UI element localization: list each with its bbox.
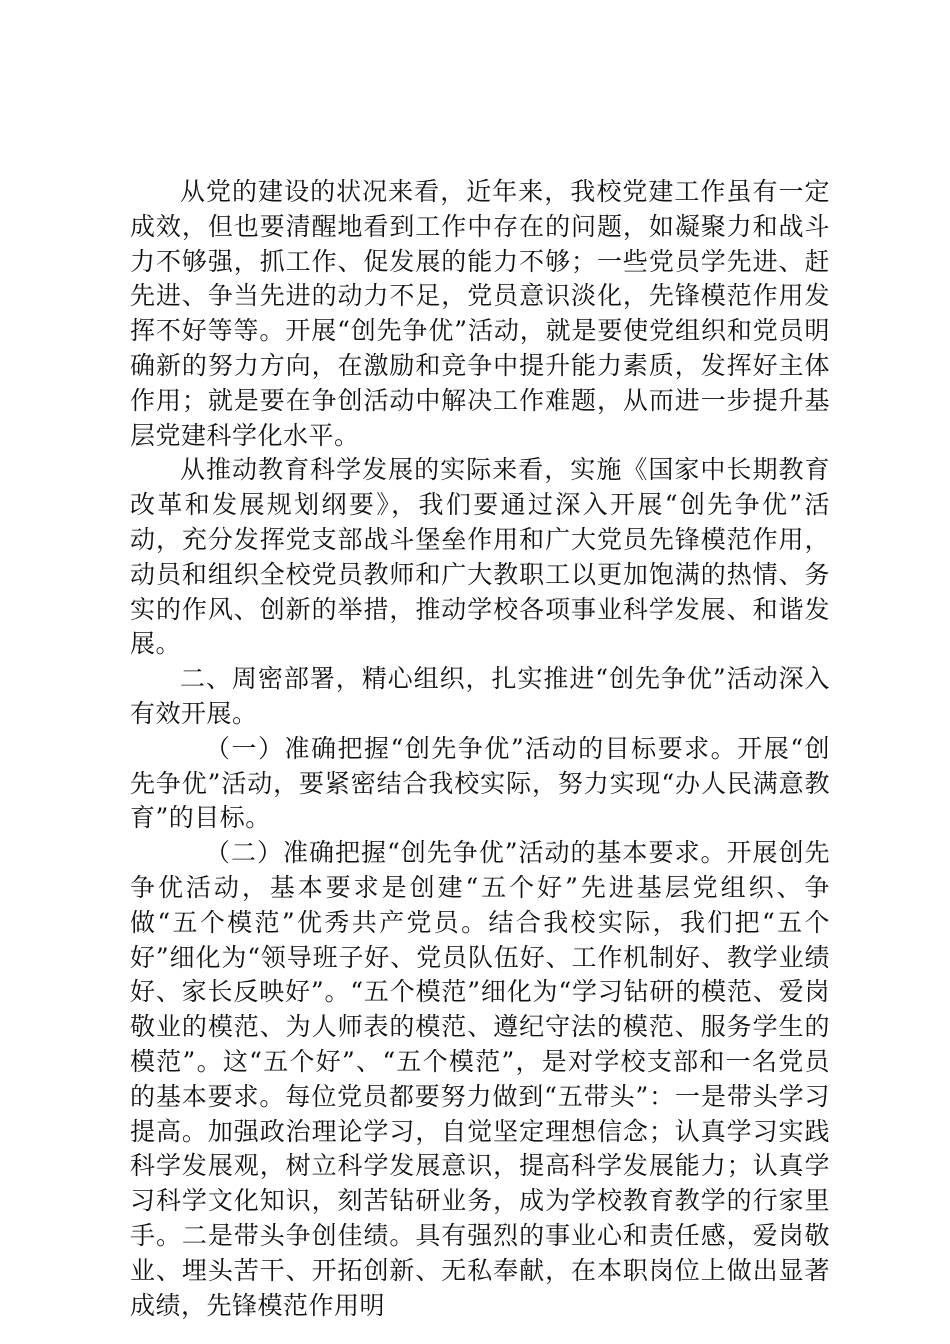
paragraph-education-development: 从推动教育科学发展的实际来看，实施《国家中长期教育改革和发展规划纲要》，我们要通过深入开展“创先争优”活动，充分发挥党支部战斗堡垒作用和广大党员先锋模范作用，动员和组织全校党员教师和广大教职工以更加饱满的热情、务实的作风、创新的举措，推动学校各项事业科学发展、和谐发展。 — [130, 455, 830, 659]
paragraph-goal-requirements: （一）准确把握“创先争优”活动的目标要求。开展“创先争优”活动，要紧密结合我校实际，努力实现“办人民满意教育”的目标。 — [130, 733, 830, 833]
document-body — [130, 175, 830, 1323]
section-heading-two: 二、周密部署，精心组织，扎实推进“创先争优”活动深入有效开展。 — [130, 664, 830, 728]
paragraph-party-building: 从党的建设的状况来看，近年来，我校党建工作虽有一定成效，但也要清醒地看到工作中存在的问题，如凝聚力和战斗力不够强，抓工作、促发展的能力不够；一些党员学先进、赶先进、争当先进的动力不足，党员意识淡化，先锋模范作用发挥不好等等。开展“创先争优”活动，就是要使党组织和党员明确新的努力方向，在激励和竞争中提升能力素质，发挥好主体作用；就是要在争创活动中解决工作难题，从而进一步提升基层党建科学化水平。 — [130, 177, 830, 450]
paragraph-basic-requirements: （二）准确把握“创先争优”活动的基本要求。开展创先争优活动，基本要求是创建“五个好”先进基层党组织、争做“五个模范”优秀共产党员。结合我校实际，我们把“五个好”细化为“领导班子好、党员队伍好、工作机制好、教学业绩好、家长反映好”。“五个模范”细化为“学习钻研的模范、爱岗敬业的模范、为人师表的模范、遵纪守法的模范、服务学生的模范”。这“五个好”、“五个模范”，是对学校支部和一名党员的基本要求。每位党员都要努力做到“五带头”：一是带头学习提高。加强政治理论学习，自觉坚定理想信念；认真学习实践科学发展观，树立科学发展意识，提高科学发展能力；认真学习科学文化知识，刻苦钻研业务，成为学校教育教学的行家里手。二是带头争创佳绩。具有强烈的事业心和责任感，爱岗敬业、埋头苦干、开拓创新、无私奉献，在本职岗位上做出显著成绩，先锋模范作用明 — [130, 838, 830, 1320]
